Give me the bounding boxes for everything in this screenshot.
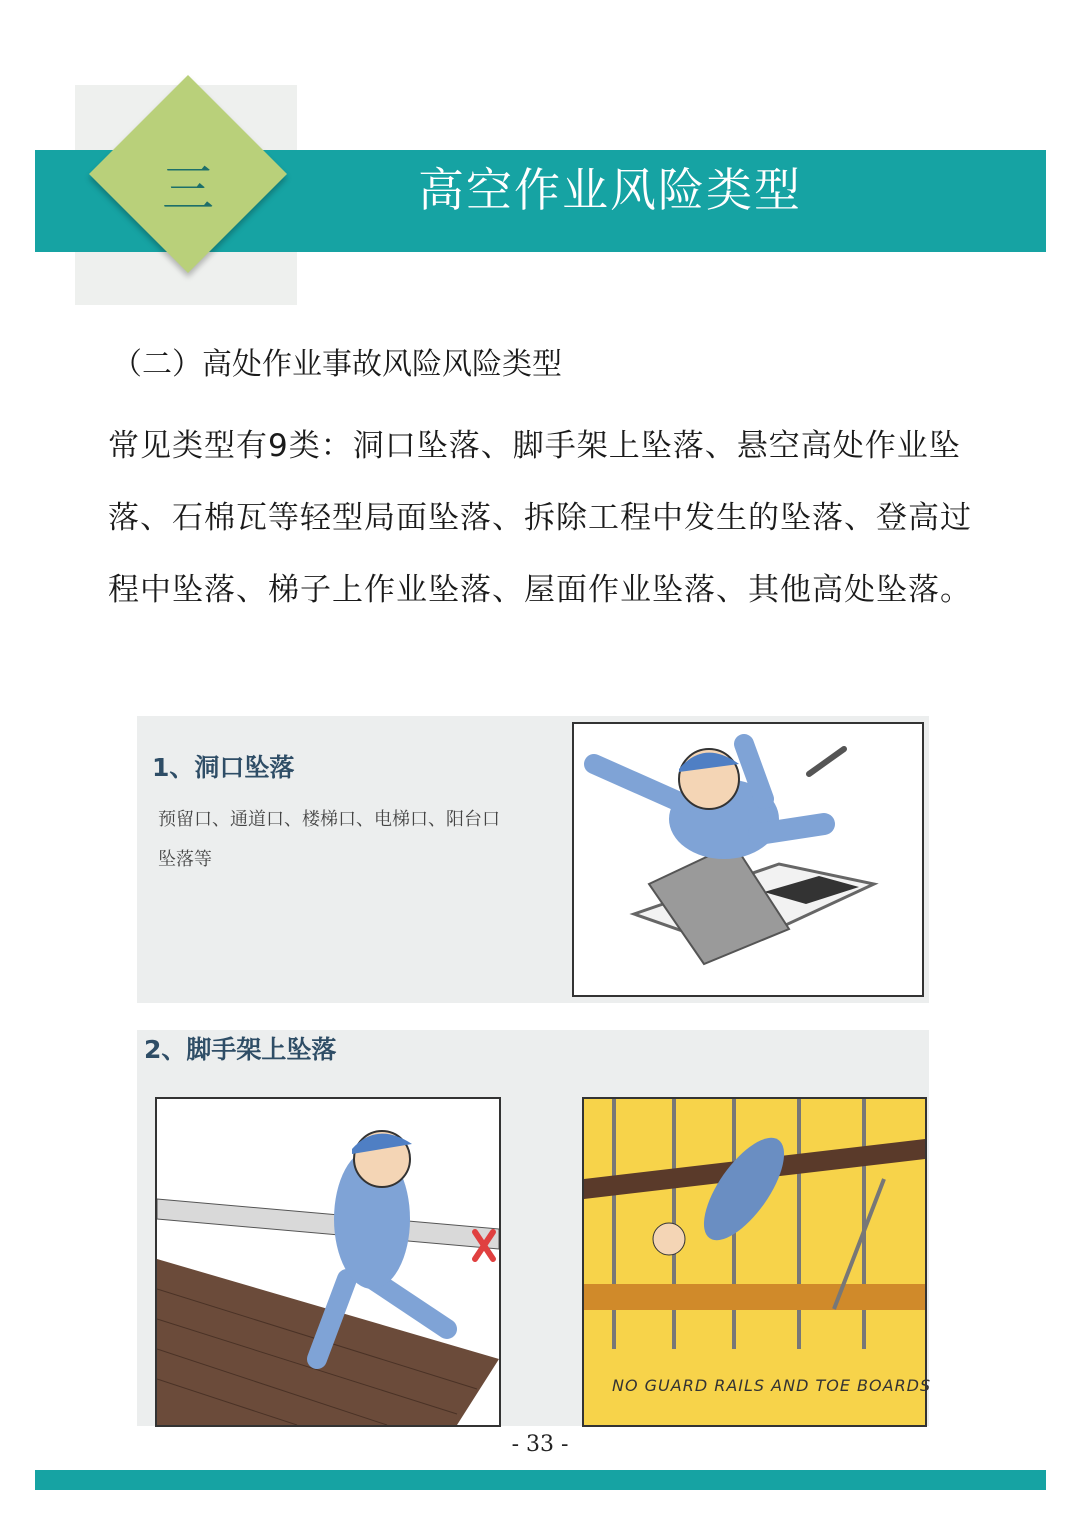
figure-1-illustration xyxy=(572,722,924,997)
page-title: 高空作业风险类型 xyxy=(418,163,802,217)
body-paragraph: 常见类型有9类：洞口坠落、脚手架上坠落、悬空高处作业坠落、石棉瓦等轻型局面坠落、拆除工程中发生的坠落、登高过程中坠落、梯子上作业坠落、屋面作业坠落、其他高处坠落。 xyxy=(108,428,972,608)
figure-2-title: 2、脚手架上坠落 xyxy=(144,1035,337,1064)
footer-bar xyxy=(35,1470,1046,1490)
figure-2-roof-illustration xyxy=(155,1097,501,1427)
section-subtitle: （二）高处作业事故风险风险类型 xyxy=(112,347,562,382)
figure-1-description: 预留口、通道口、楼梯口、电梯口、阳台口坠落等 xyxy=(158,809,500,870)
figure-1-title: 1、洞口坠落 xyxy=(152,753,295,782)
figure-2-caption: NO GUARD RAILS AND TOE BOARDS xyxy=(612,1376,932,1395)
page-number: - 33 - xyxy=(511,1432,569,1457)
section-number: 三 xyxy=(161,160,214,220)
